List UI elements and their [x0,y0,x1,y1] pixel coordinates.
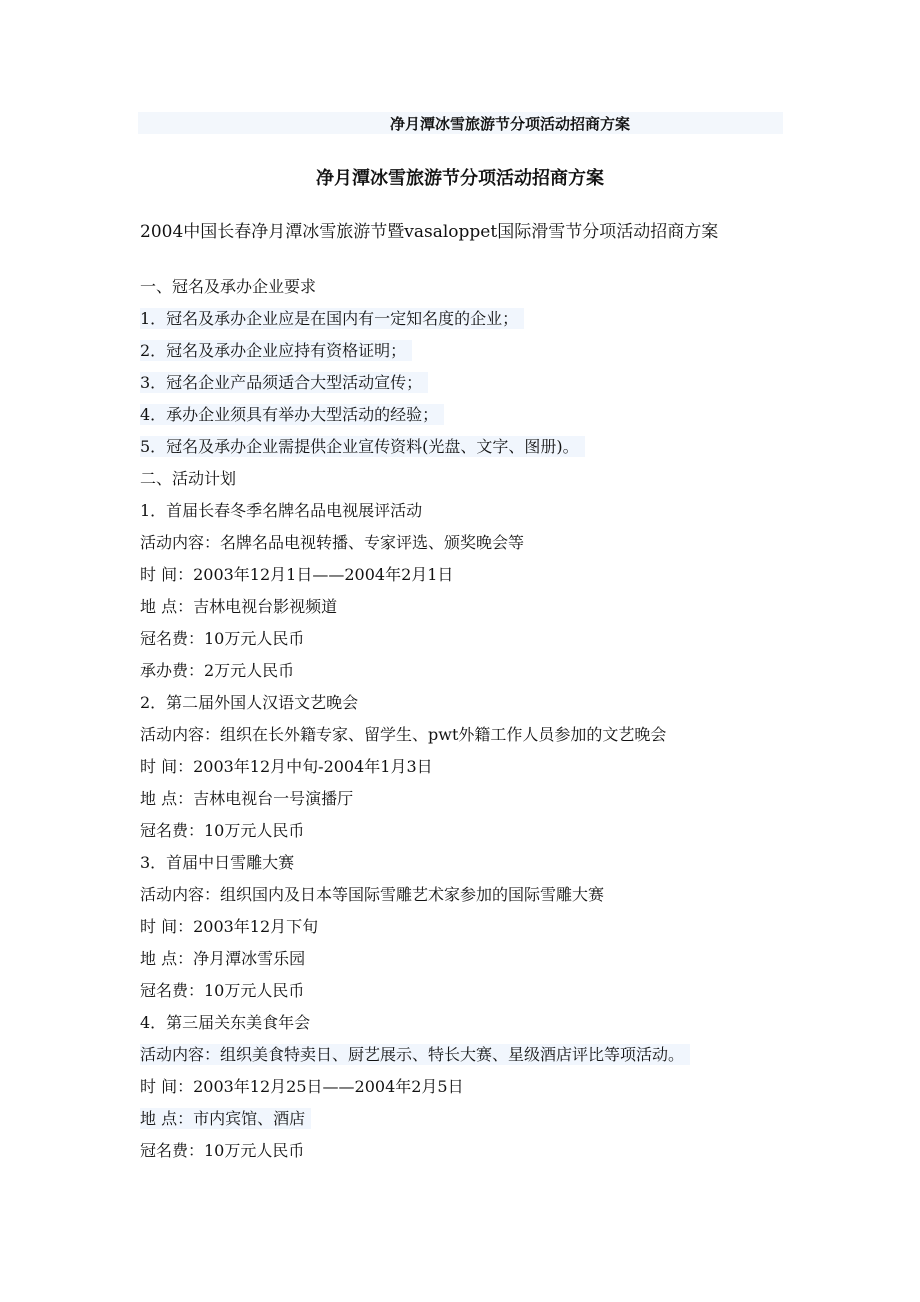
line-text: 活动内容：组织在长外籍专家、留学生、pwt外籍工作人员参加的文艺晚会 [140,725,667,744]
line-text: 冠名费：10万元人民币 [140,981,305,1000]
line-text: 4．第三届关东美食年会 [140,1013,311,1032]
line-text: 活动内容：组织美食特卖日、厨艺展示、特长大赛、星级酒店评比等项活动。 [140,1044,690,1065]
activity-detail [140,785,820,817]
section-heading [140,273,820,305]
activity-detail [140,945,820,977]
line-text: 活动内容：名牌名品电视转播、专家评选、颁奖晚会等 [140,533,525,552]
line-text: 二、活动计划 [140,469,237,488]
activity-detail [140,1105,820,1137]
line-text: 地 点：吉林电视台影视频道 [140,597,338,616]
activity-title [140,689,820,721]
line-text: 4．承办企业须具有举办大型活动的经验； [140,404,444,425]
document-subtitle: 2004中国长春净月潭冰雪旅游节暨vasaloppet国际滑雪节分项活动招商方案 [140,222,719,242]
activity-title [140,1009,820,1041]
line-text: 2．第二届外国人汉语文艺晚会 [140,693,359,712]
line-text: 3．冠名企业产品须适合大型活动宣传； [140,372,428,393]
line-text: 时 间：2003年12月25日——2004年2月5日 [140,1077,464,1096]
line-text: 地 点：市内宾馆、酒店 [140,1108,311,1129]
section-heading [140,465,820,497]
activity-detail [140,593,820,625]
list-item [140,369,820,401]
activity-title [140,497,820,529]
activity-detail [140,1041,820,1073]
line-text: 冠名费：10万元人民币 [140,629,305,648]
document-title: 净月潭冰雪旅游节分项活动招商方案 [316,168,604,189]
activity-detail [140,529,820,561]
line-text: 冠名费：10万元人民币 [140,1141,305,1160]
line-text: 活动内容：组织国内及日本等国际雪雕艺术家参加的国际雪雕大赛 [140,885,605,904]
line-text: 2．冠名及承办企业应持有资格证明； [140,340,412,361]
activity-detail [140,721,820,753]
line-text: 地 点：净月潭冰雪乐园 [140,949,306,968]
line-text: 3．首届中日雪雕大赛 [140,853,295,872]
header-title: 净月潭冰雪旅游节分项活动招商方案 [390,115,631,133]
line-text: 冠名费：10万元人民币 [140,821,305,840]
activity-detail [140,1073,820,1105]
document-body [140,273,820,1169]
line-text: 1．冠名及承办企业应是在国内有一定知名度的企业； [140,308,524,329]
activity-detail [140,753,820,785]
activity-detail [140,561,820,593]
activity-detail [140,977,820,1009]
list-item [140,401,820,433]
line-text: 1．首届长春冬季名牌名品电视展评活动 [140,501,423,520]
line-text: 时 间：2003年12月1日——2004年2月1日 [140,565,454,584]
activity-detail [140,625,820,657]
line-text: 一、冠名及承办企业要求 [140,277,317,296]
activity-detail [140,817,820,849]
activity-detail [140,881,820,913]
line-text: 承办费：2万元人民币 [140,661,295,680]
list-item [140,337,820,369]
list-item [140,305,820,337]
activity-detail [140,913,820,945]
list-item [140,433,820,465]
line-text: 地 点：吉林电视台一号演播厅 [140,789,354,808]
line-text: 时 间：2003年12月中旬-2004年1月3日 [140,757,433,776]
activity-title [140,849,820,881]
activity-detail [140,657,820,689]
line-text: 5．冠名及承办企业需提供企业宣传资料(光盘、文字、图册)。 [140,436,585,457]
activity-detail [140,1137,820,1169]
line-text: 时 间：2003年12月下旬 [140,917,319,936]
